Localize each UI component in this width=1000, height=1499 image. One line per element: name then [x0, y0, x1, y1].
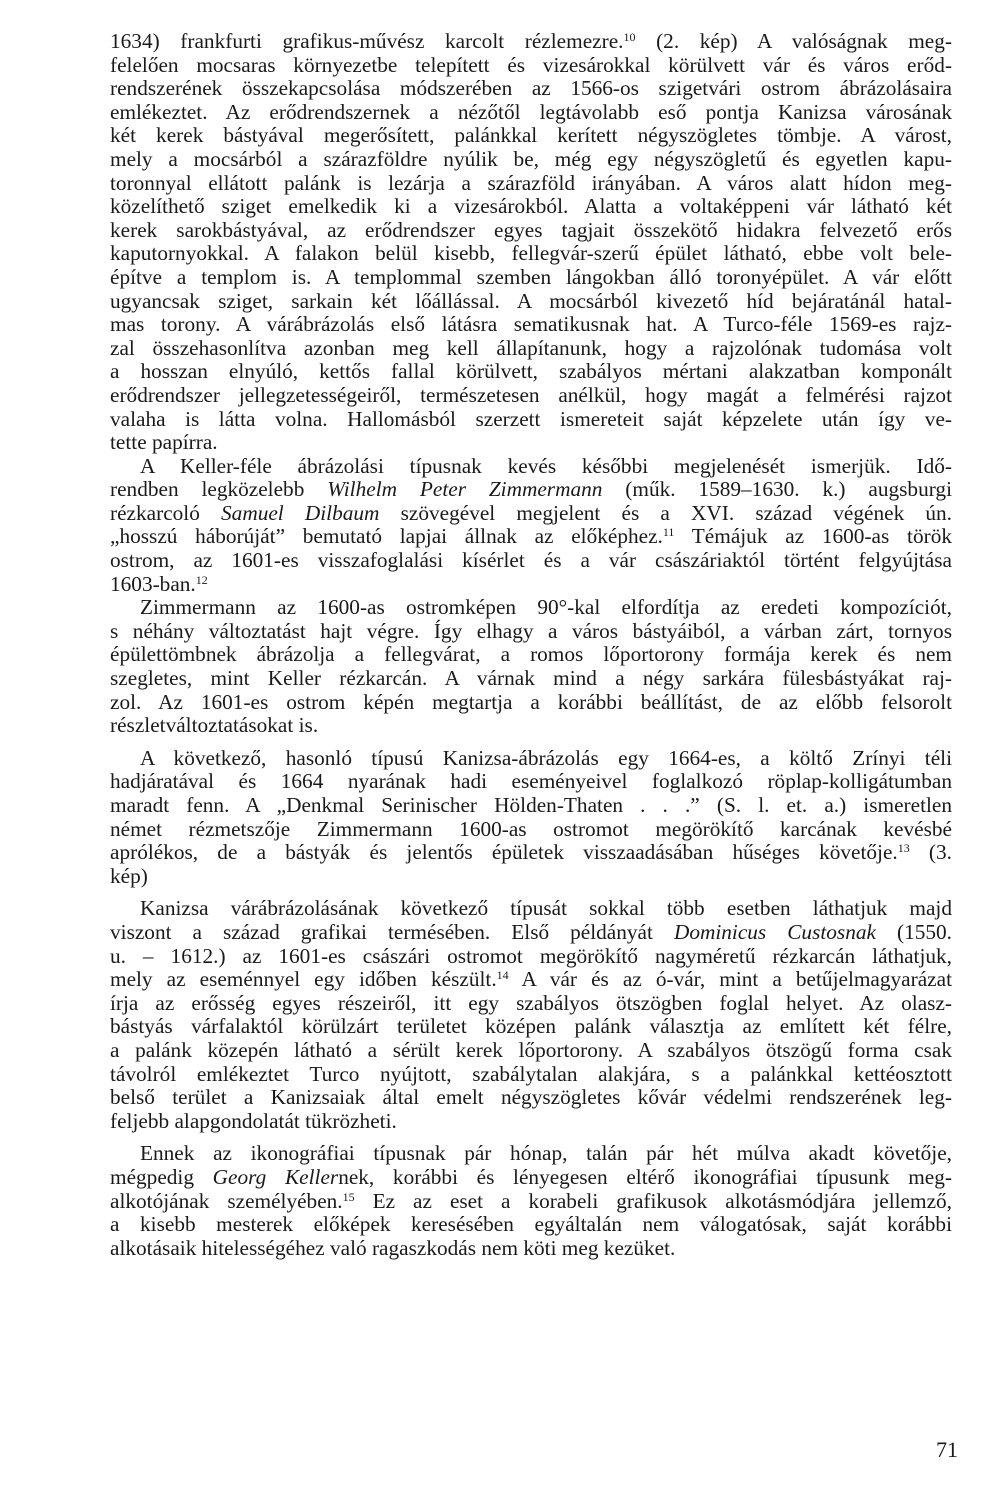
text-run: (műk. 1589–1630. k.) augsburgi	[602, 477, 952, 502]
text-run: zol. Az 1601-es ostrom képén megtartja a korábbi beállítást, de az előbb felsorolt	[110, 689, 952, 714]
footnote-ref: 11	[662, 525, 675, 540]
text-run: ostrom, az 1601-es visszafoglalási kísérlet és a vár császáriaktól történt felgyújtása	[110, 548, 952, 573]
text-run: a hosszan elnyúló, kettős fallal körülvett, szabályos mértani alakzatban komponált	[110, 359, 952, 384]
text-run: kerek sarokbástyával, az erődrendszer egyes tagjait összekötő hidakra felvezető erős	[110, 217, 952, 242]
text-run: valaha is látta volna. Hallomásból szerzett ismereteit saját képzelete után így ve-	[110, 406, 952, 431]
text-line	[110, 1142, 952, 1166]
text-run: (3.	[909, 840, 952, 865]
text-line	[110, 573, 952, 597]
text-run: erődrendszer jellegzetességeiről, természetesen anélkül, hogy magát a felmérési rajzot	[110, 382, 952, 407]
text-line	[110, 242, 952, 266]
text-line	[110, 794, 952, 818]
text-run: nek, korábbi és lényegesen eltérő ikonográfiai típusunk meg-	[338, 1164, 953, 1189]
text-run: viszont a század grafikai termésében. Első példányát	[110, 919, 674, 944]
text-line	[110, 360, 952, 384]
text-run: mely a mocsárból a szárazföldre nyúlik be, még egy négyszögletű és egyetlen kapu-	[110, 146, 952, 171]
text-run: kép)	[110, 863, 148, 888]
text-run: Témájuk az 1600-as török	[674, 524, 952, 549]
text-run: távolról emlékeztet Turco nyújtott, szabálytalan alakjára, s a palánkkal kettéosztott	[110, 1061, 952, 1086]
paragraph	[110, 455, 952, 597]
paragraph	[110, 1142, 952, 1260]
text-line	[110, 148, 952, 172]
text-run: épülettömbnek ábrázolja a fellegvárat, a romos lőportorony formája kerek és nem	[110, 642, 952, 667]
text-line	[110, 525, 952, 549]
text-line	[110, 172, 952, 196]
text-run: ugyancsak sziget, sarkain két lőállással. A mocsárból kivezető híd bejáratánál hatal-	[110, 288, 952, 313]
text-line	[110, 124, 952, 148]
text-run: közelíthető sziget emelkedik ki a vizesárokból. Alatta a voltaképpeni vár látható két	[110, 194, 952, 219]
text-line	[110, 1063, 952, 1087]
text-run: mas torony. A várábrázolás első látásra sematikusnak hat. A Turco-féle 1569-es rajz-	[110, 312, 952, 337]
text-run: két kerek bástyával megerősített, palánkkal kerített négyszögletes tömbje. A várost,	[110, 123, 952, 148]
text-run: alkotójának személyében.	[110, 1188, 343, 1213]
text-line	[110, 195, 952, 219]
text-run: szövegével megjelent és a XVI. század végének ún.	[379, 500, 952, 525]
text-run: Kanizsa várábrázolásának következő típusát sokkal több esetben láthatjuk majd	[140, 896, 952, 921]
text-run: aprólékos, de a bástyák és jelentős épületek visszaadásában hűséges követője.	[110, 840, 898, 865]
text-line	[110, 30, 952, 54]
text-run: u. – 1612.) az 1601-es császári ostromot megörökítő nagyméretű rézkarcán láthatjuk,	[110, 943, 952, 968]
italic-name: Samuel Dilbaum	[221, 500, 380, 525]
text-line	[110, 502, 952, 526]
text-run: A vár és az ó-vár, mint a betűjelmagyarázat	[508, 967, 952, 992]
italic-name: Wilhelm Peter Zimmermann	[327, 477, 603, 502]
text-run: emlékeztet. Az erődrendszernek a nézőtől legtávolabb eső pontja Kanizsa városának	[110, 99, 952, 124]
document-page	[110, 30, 952, 1260]
text-run: (2. kép) A valóságnak meg-	[635, 29, 953, 53]
text-line	[110, 667, 952, 691]
text-run: maradt fenn. A „Denkmal Serinischer Hölden-Thaten . . .” (S. l. et. a.) ismeretlen	[110, 793, 952, 817]
text-line	[110, 945, 952, 969]
text-line	[110, 313, 952, 337]
paragraph	[110, 596, 952, 738]
text-line	[110, 408, 952, 432]
text-line	[110, 431, 952, 455]
text-run: kaputornyokkal. A falakon belül kisebb, fellegvár-szerű épület látható, ebbe volt bele-	[110, 241, 952, 266]
text-line	[110, 337, 952, 361]
text-run: 1634) frankfurti grafikus-művész karcolt rézlemezre.	[110, 29, 624, 53]
paragraph	[110, 897, 952, 1133]
text-run: mégpedig	[110, 1164, 213, 1189]
text-line	[110, 818, 952, 842]
text-run: Ennek az ikonográfiai típusnak pár hónap, talán pár hét múlva akadt követője,	[140, 1141, 952, 1166]
text-line	[110, 620, 952, 644]
text-line	[110, 865, 952, 889]
text-line	[110, 219, 952, 243]
text-run: szegletes, mint Keller rézkarcán. A várnak mind a négy sarkára fülesbástyákat raj-	[110, 666, 952, 691]
text-run: toronnyal ellátott palánk is lezárja a szárazföld irányában. A város alatt hídon meg-	[110, 170, 952, 195]
text-line	[110, 1086, 952, 1110]
page-number: 71	[936, 1437, 958, 1462]
text-run: rézkarcoló	[110, 500, 222, 525]
text-run: rendben legközelebb	[110, 477, 328, 502]
text-run: A következő, hasonló típusú Kanizsa-ábrázolás egy 1664-es, a költő Zrínyi téli	[140, 745, 952, 770]
text-line	[110, 455, 952, 479]
text-run: s néhány változtatást hajt végre. Így elhagy a város bástyáiból, a várban zárt, tornyos	[110, 618, 952, 643]
text-run: alkotásaik hitelességéhez való ragaszkodás nem köti meg kezüket.	[110, 1235, 676, 1260]
text-line	[110, 101, 952, 125]
footnote-ref: 14	[496, 968, 509, 983]
text-run: A Keller-féle ábrázolási típusnak kevés későbbi megjelenését ismerjük. Idő-	[140, 453, 952, 478]
text-line	[110, 714, 952, 738]
body-text	[110, 30, 952, 1260]
text-line	[110, 897, 952, 921]
text-line	[110, 290, 952, 314]
text-run: belső terület a Kanizsaiak által emelt négyszögletes kővár védelmi rendszerének leg-	[110, 1085, 952, 1110]
text-run: rendszerének összekapcsolása módszerében az 1566-os szigetvári ostrom ábrázolásaira	[110, 76, 952, 101]
italic-name: Dominicus Custosnak	[673, 919, 876, 944]
text-run: 1603-ban.	[110, 571, 196, 596]
text-line	[110, 643, 952, 667]
text-line	[110, 1110, 952, 1134]
text-line	[110, 549, 952, 573]
text-line	[110, 384, 952, 408]
text-line	[110, 1166, 952, 1190]
text-line	[110, 1015, 952, 1039]
italic-name: Georg Keller	[212, 1164, 339, 1189]
text-run: „hosszú háborúját” bemutató lapjai állnak az előképhez.	[110, 524, 663, 549]
text-line	[110, 992, 952, 1016]
text-run: a kisebb mesterek előképek keresésében egyáltalán nem válogatósak, saját korábbi	[110, 1212, 952, 1237]
text-line	[110, 1237, 952, 1261]
text-line	[110, 54, 952, 78]
text-line	[110, 1039, 952, 1063]
text-line	[110, 770, 952, 794]
text-line	[110, 921, 952, 945]
text-run: feljebb alapgondolatát tükrözheti.	[110, 1108, 397, 1133]
text-run: (1550.	[875, 919, 952, 944]
text-line	[110, 596, 952, 620]
paragraph	[110, 747, 952, 889]
text-run: mely az eseménnyel egy időben készült.	[110, 967, 497, 992]
text-run: Ez az eset a korabeli grafikusok alkotásmódjára jellemző,	[354, 1188, 952, 1213]
text-run: felelően mocsaras környezetbe telepített és vizesárokkal körülvett vár és város erőd-	[110, 52, 952, 77]
text-line	[110, 841, 952, 865]
text-line	[110, 1213, 952, 1237]
text-run: zal összehasonlítva azonban meg kell állapítanunk, hogy a rajzolónak tudomása volt	[110, 335, 952, 360]
paragraph	[110, 30, 952, 455]
text-run: részletváltoztatásokat is.	[110, 713, 319, 738]
text-line	[110, 77, 952, 101]
text-run: német rézmetszője Zimmermann 1600-as ostromot megörökítő karcának kevésbé	[110, 816, 952, 841]
text-line	[110, 478, 952, 502]
footnote-ref: 15	[342, 1189, 355, 1204]
text-run: írja az erősség egyes részeiről, itt egy szabályos ötszögben foglal helyet. Az olasz-	[110, 990, 952, 1015]
text-line	[110, 691, 952, 715]
text-run: építve a templom is. A templommal szemben lángokban álló toronyépület. A vár előtt	[110, 264, 952, 289]
text-run: a palánk közepén látható a sérült kerek lőportorony. A szabályos ötszögű forma csak	[110, 1037, 952, 1062]
text-line	[110, 747, 952, 771]
text-run: hadjáratával és 1664 nyarának hadi eseményeivel foglalkozó röplap-kolligátumban	[110, 769, 952, 794]
text-line	[110, 266, 952, 290]
text-run: Zimmermann az 1600-as ostromképen 90°-kal elfordítja az eredeti kompozíciót,	[140, 595, 952, 620]
footnote-ref: 13	[897, 841, 910, 856]
text-run: tette papírra.	[110, 430, 218, 455]
text-run: bástyás várfalaktól körülzárt területet középen palánk választja az említett két félre,	[110, 1014, 952, 1039]
text-line	[110, 968, 952, 992]
footnote-ref: 12	[195, 572, 208, 587]
text-line	[110, 1190, 952, 1214]
footnote-ref: 10	[623, 30, 636, 44]
